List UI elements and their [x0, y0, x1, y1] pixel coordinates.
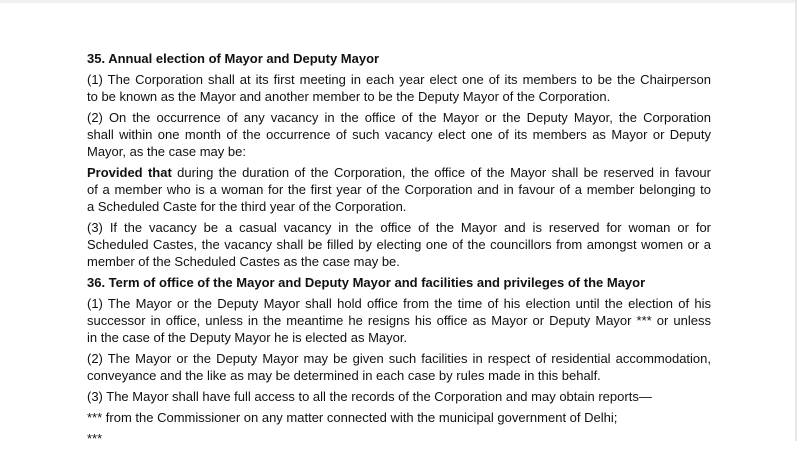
text-line: (3) If the vacancy be a casual vacancy in the office of the Mayor and is reserved for woman or for: [87, 220, 711, 235]
text-line: to be known as the Mayor and another member to be the Deputy Mayor of the Corporation.: [87, 89, 611, 104]
text-line: (1) The Mayor or the Deputy Mayor shall hold office from the time of his election until the election of his: [87, 296, 711, 311]
text-line: Scheduled Castes, the vacancy shall be filled by electing one of the councillors from amongst women or a: [87, 237, 711, 252]
section-35-clause-1: [87, 71, 711, 105]
section-36-heading: 36. Term of office of the Mayor and Deputy Mayor and facilities and privileges of the Mayor: [87, 275, 646, 290]
document-page: [87, 50, 711, 451]
section-36-clause-3: [87, 388, 711, 405]
text-line: in the case of the Deputy Mayor he is elected as Mayor.: [87, 330, 408, 345]
section-35-proviso: [87, 164, 711, 215]
text-line: successor in office, unless in the meantime he resigns his office as Mayor or Deputy Mayor *** or unless: [87, 313, 711, 328]
text-line: Mayor, as the case may be:: [87, 144, 246, 159]
omitted-marker: [87, 430, 711, 447]
text-line: ***: [87, 431, 103, 446]
text-line: member of the Scheduled Castes as the case may be.: [87, 254, 400, 269]
text-line: conveyance and the like as may be determined in each case by rules made in this behalf.: [87, 368, 601, 383]
section-35-clause-3: [87, 219, 711, 270]
text-line: of a member who is a woman for the first year of the Corporation and in favour of a member belonging to: [87, 182, 711, 197]
text-line: (2) The Mayor or the Deputy Mayor may be given such facilities in respect of residential accommodation,: [87, 351, 711, 366]
section-36-clause-3a: [87, 409, 711, 426]
section-35-heading: 35. Annual election of Mayor and Deputy Mayor: [87, 51, 380, 66]
text-line: [87, 164, 711, 181]
text-line: (1) The Corporation shall at its first meeting in each year elect one of its members to be the Chairperson: [87, 72, 711, 87]
viewer-top-edge: [0, 0, 797, 3]
text-line: shall within one month of the occurrence of such vacancy elect one of its members as Mayor or Deputy: [87, 127, 711, 142]
text-line: (2) On the occurrence of any vacancy in the office of the Mayor or the Deputy Mayor, the Corporation: [87, 110, 711, 125]
section-36-clause-1: [87, 295, 711, 346]
text-span: during the duration of the Corporation, the office of the Mayor shall be reserved in favour: [171, 165, 711, 180]
text-line: (3) The Mayor shall have full access to all the records of the Corporation and may obtain reports—: [87, 389, 652, 404]
proviso-label: Provided that: [87, 165, 172, 180]
text-line: a Scheduled Caste for the third year of the Corporation.: [87, 199, 407, 214]
section-35-clause-2: [87, 109, 711, 160]
section-36-clause-2: [87, 350, 711, 384]
text-line: *** from the Commissioner on any matter connected with the municipal government of Delhi;: [87, 410, 618, 425]
